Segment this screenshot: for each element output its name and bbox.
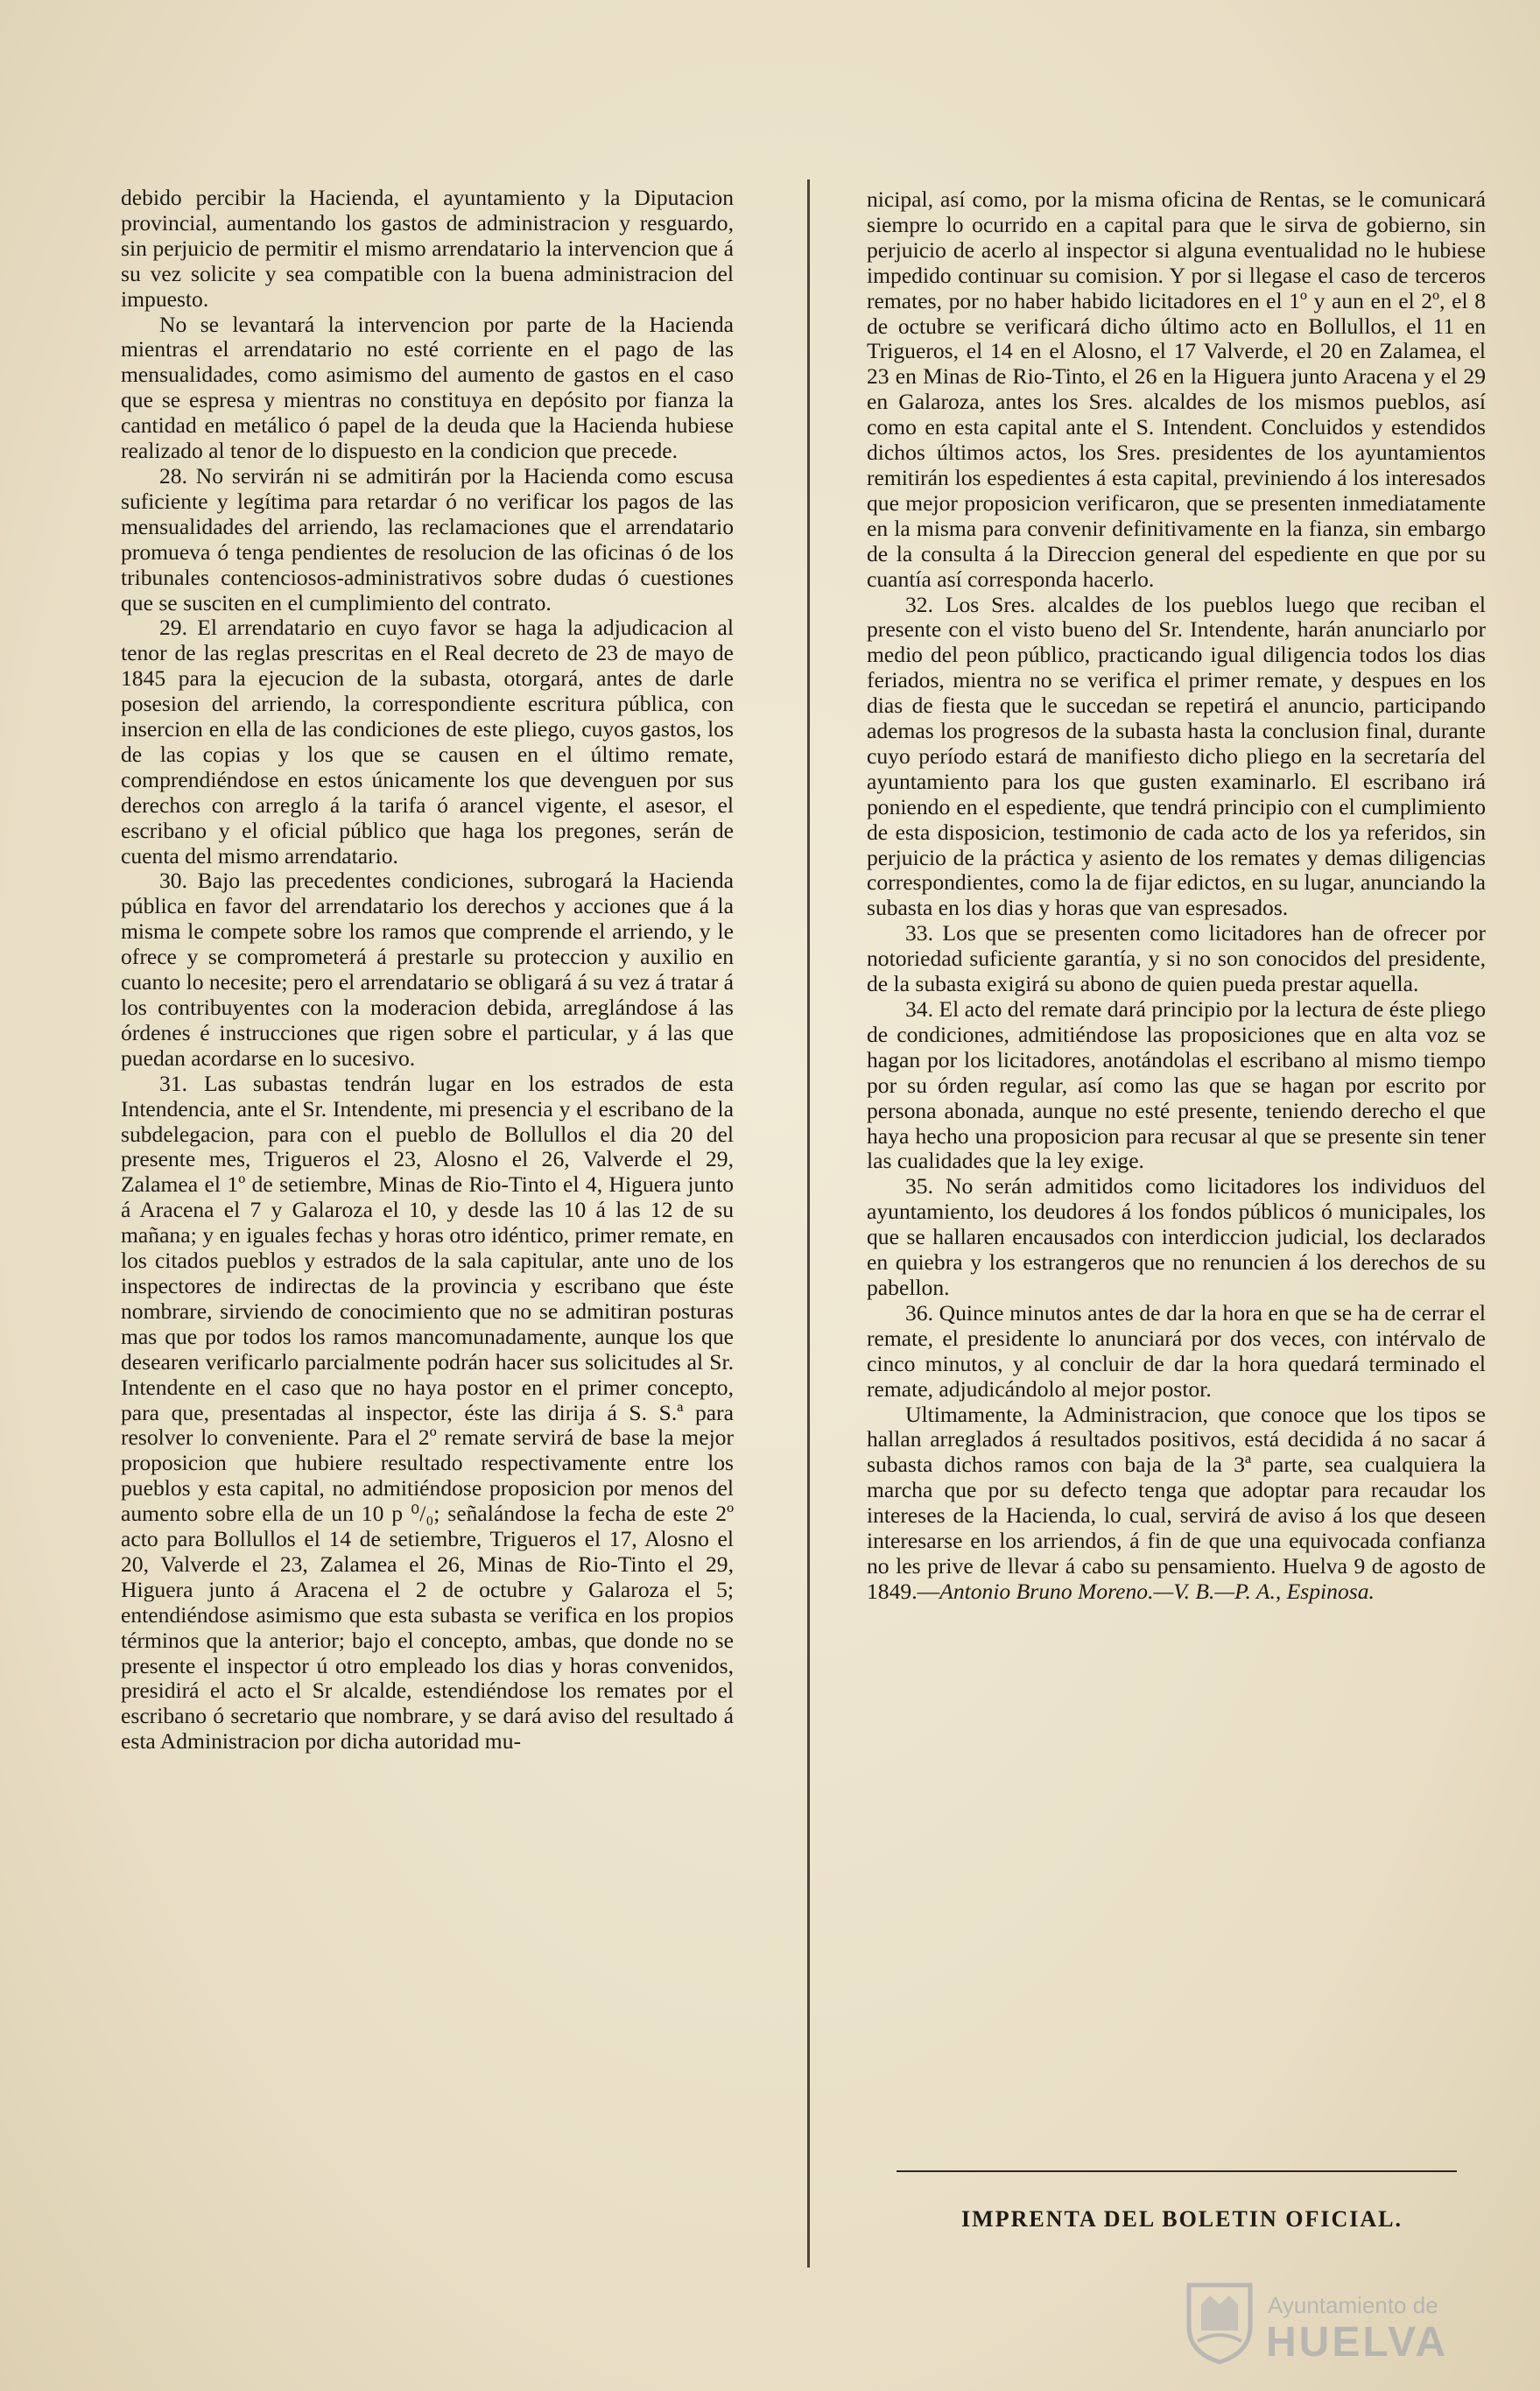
paragraph — [867, 187, 1486, 593]
paragraph — [121, 868, 734, 1071]
paragraph-text: 28. No servirán ni se admitirán por la Hacienda como escusa suficiente y legítima para retardar ó no verificar los pagos de las mensualidades del arriendo, las reclamaciones que el arrendatario promueva ó tenga pendientes de resolucion de las oficinas ó de los tribunales contenciosos-administrativos sobre dudas ó cuestiones que se susciten en el cumplimiento del contrato. — [121, 462, 734, 615]
column-divider — [807, 179, 810, 2268]
watermark-logo — [1184, 2275, 1481, 2371]
right-column — [867, 187, 1486, 1605]
paragraph-text: 29. El arrendatario en cuyo favor se haga la adjudicacion al tenor de las reglas prescritas en el Real decreto de 23 de mayo de 1845 para la ejecucion de la subasta, otorgará, antes de darle posesion del arriendo, la correspondiente escritura pública, con insercion en ella de las condiciones de este pliego, cuyos gastos, los de las copias y los que se causen en el último remate, comprendiéndose en estos únicamente los que devenguen por sus derechos con arreglo á la tarifa ó arancel vigente, el asesor, el escribano y el oficial público que haga los pregones, serán de cuenta del mismo arrendatario. — [121, 615, 734, 868]
left-column — [121, 186, 734, 1755]
signature: Antonio Bruno Moreno.—V. B.—P. A., Espinosa. — [939, 1578, 1375, 1604]
paragraph-text: 33. Los que se presenten como licitadores han de ofrecer por notoriedad suficiente garantía, y si no son conocidos del presidente, de la subasta exigirá su abono de quien pueda prestar aquella. — [867, 920, 1486, 997]
paragraph — [867, 593, 1486, 922]
paragraph-text: 31. Las subastas tendrán lugar en los estrados de esta Intendencia, ante el Sr. Intendente, mi presencia y el escribano de la subdelegacion, para con el pueblo de Bollullos el dia 20 del presente mes, Trigueros el 23, Alosno el 26, Valverde el 29, Zalamea el 1º de setiembre, Minas de Rio-Tinto el 4, Higuera junto á Aracena el 7 y Galaroza el 10, y desde las 10 á las 12 de su mañana; y en iguales fechas y horas otro idéntico, primer remate, en los citados pueblos y estrados de la sala capitular, ante uno de los inspectores de indirectas de la provincia y escribano que éste nombrare, sirviendo de conocimiento que no se admitiran posturas mas que por todos los ramos mancomunadamente, aunque los que desearen verificarlo parcialmente podrán hacer sus solicitudes al Sr. Intendente en el caso que no haya postor en el primer concepto, para que, presentadas al inspector, éste las dirija á S. S.ª para resolver lo conveniente. Para el 2º remate servirá de base la mejor proposicion que hubiere resultado respectivamente entre los pueblos y esta capital, no admitiéndose proposicion por menos del aumento sobre ella de un 10 p ⁰/₀; señalándose la fecha de este 2º acto para Bollullos el 14 de setiembre, Trigueros el 17, Alosno el 20, Valverde el 23, Zalamea el 26, Minas de Rio-Tinto el 29, Higuera junto á Aracena el 2 de octubre y Galaroza el 5; entendiéndose asimismo que esta subasta se verifica en los propios términos que la anterior; bajo el concepto, ambas, que donde no se presente el inspector ú otro empleado los dias y horas convenidos, presidirá el acto el Sr alcalde, estendiéndose los remates por el escribano ó secretario que nombrare, y se dará aviso del resultado á esta Administracion por dicha autoridad mu- — [121, 1070, 734, 1755]
paragraph-text: nicipal, así como, por la misma oficina de Rentas, se le comunicará siempre lo ocurrido en a capital para que le sirva de gobierno, sin perjuicio de acerlo al inspector si alguna eventualidad no le hubiese impedido continuar su comision. Y por si llegase el caso de terceros remates, por no haber habido licitadores en el 1º y aun en el 2º, el 8 de octubre se verificará dicho último acto en Bollullos, el 11 en Trigueros, el 14 en el Alosno, el 17 Valverde, el 20 en Zalamea, el 23 en Minas de Rio-Tinto, el 26 en la Higuera junto Aracena y el 29 en Galaroza, antes los Sres. alcaldes de los mismos pueblos, así como en esta capital ante el S. Intendent. Concluidos y estendidos dichos últimos actos, los Sres. presidentes de los ayuntamientos remitirán los espedientes á esta capital, previniendo á los interesados que mejor proposicion verificaron, que se presenten inmediatamente en la misma para convenir definitivamente en la fianza, sin embargo de la consulta á la Direccion general del espediente en que por su cuantía así corresponda hacerlo. — [867, 186, 1486, 592]
paragraph-text: 32. Los Sres. alcaldes de los pueblos luego que reciban el presente con el visto bueno del Sr. Intendente, harán anunciarlo por medio del peon público, practicando igual diligencia todos los dias feriados, mientra no se verifica el primer remate, y despues en los dias de fiesta que le succedan se repetirá el anuncio, participando ademas los progresos de la subasta hasta la conclusion final, durante cuyo período estará de manifiesto dicho pliego en la secretaría del ayuntamiento para los que gusten examinarlo. El escribano irá poniendo en el espediente, que tendrá principio con el cumplimiento de esta disposicion, testimonio de cada acto de los ya referidos, sin perjuicio de la práctica y asiento de los remates y demas diligencias correspondientes, como la de fijar edictos, en su lugar, anunciando la subasta en los dias y horas que van espresados. — [867, 591, 1486, 921]
watermark-line1: Ayuntamiento de — [1268, 2292, 1438, 2318]
paragraph — [121, 464, 734, 615]
paragraph — [867, 1174, 1486, 1301]
paragraph — [867, 1301, 1486, 1403]
paragraph-text: 35. No serán admitidos como licitadores los individuos del ayuntamiento, los deudores á los fondos públicos ó municipales, los que se hallaren encausados con interdiccion judicial, los declarados en quiebra y los estrangeros que no renuncien á los derechos de su pabellon. — [867, 1173, 1486, 1300]
paragraph — [121, 1072, 734, 1755]
paragraph — [121, 615, 734, 868]
watermark-line2: HUELVA — [1266, 2319, 1449, 2366]
paragraph-text: 34. El acto del remate dará principio por la lectura de éste pliego de condiciones, admitiéndose las proposiciones que en alta voz se hagan por los licitadores, anotándolas el escribano al mismo tiempo por su órden regular, así como las que se hagan por escrito por persona abonada, aunque no esté presente, teniendo derecho el que haya hecho una proposicion para recusar al que se presente sin tener las cualidades que la ley exige. — [867, 996, 1486, 1174]
paragraph-text: 36. Quince minutos antes de dar la hora en que se ha de cerrar el remate, el presidente lo anunciará por dos veces, con intérvalo de cinco minutos, y al concluir de dar la hora quedará terminado el remate, adjudicándolo al mejor postor. — [867, 1299, 1486, 1402]
paragraph — [867, 1403, 1486, 1605]
paragraph — [867, 921, 1486, 997]
paragraph — [121, 313, 734, 464]
paragraph-text: debido percibir la Hacienda, el ayuntamiento y la Diputacion provincial, aumentando los gastos de administracion y resguardo, sin perjuicio de permitir el mismo arrendatario la intervencion que á su vez solicite y sea compatible con la buena administracion del impuesto. — [121, 185, 734, 312]
paragraph — [867, 997, 1486, 1174]
city-shield-icon — [1184, 2278, 1255, 2366]
imprint-line: IMPRENTA DEL BOLETIN OFICIAL. — [961, 2206, 1403, 2232]
paragraph-text: Ultimamente, la Administracion, que conoce que los tipos se hallan arreglados á resultados positivos, está decidida á no sacar á subasta dichos ramos con baja de la 3ª parte, sea cualquiera la marcha que por su defecto tenga que adoptar para recaudar los intereses de la Hacienda, lo cual, servirá de aviso á los que deseen interesarse en los arriendos, á fin de que una equivocada confianza no les prive de llevar á cabo su pensamiento. Huelva 9 de agosto de 1849.— — [867, 1401, 1486, 1604]
paragraph-text: No se levantará la intervencion por parte de la Hacienda mientras el arrendatario no esté corriente en el pago de las mensualidades, como asimismo del aumento de gastos en el caso que se espresa y mientras no constituya en depósito por fianza la cantidad en metálico ó papel de la deuda que la Hacienda hubiese realizado al tenor de lo dispuesto en la condicion que precede. — [121, 311, 734, 464]
paragraph-text: 30. Bajo las precedentes condiciones, subrogará la Hacienda pública en favor del arrendatario los derechos y acciones que á la misma le compete sobre los ramos que comprende el arriendo, y le ofrece y se comprometerá á prestarle su proteccion y auxilio en cuanto lo necesite; pero el arrendatario se obligará á su vez á tratar á los contribuyentes con la moderacion debida, arreglándose á las órdenes é instrucciones que rigen sobre el particular, y á las que puedan acordarse en lo sucesivo. — [121, 868, 734, 1071]
closing-rule — [897, 2170, 1457, 2172]
paragraph — [121, 186, 734, 313]
